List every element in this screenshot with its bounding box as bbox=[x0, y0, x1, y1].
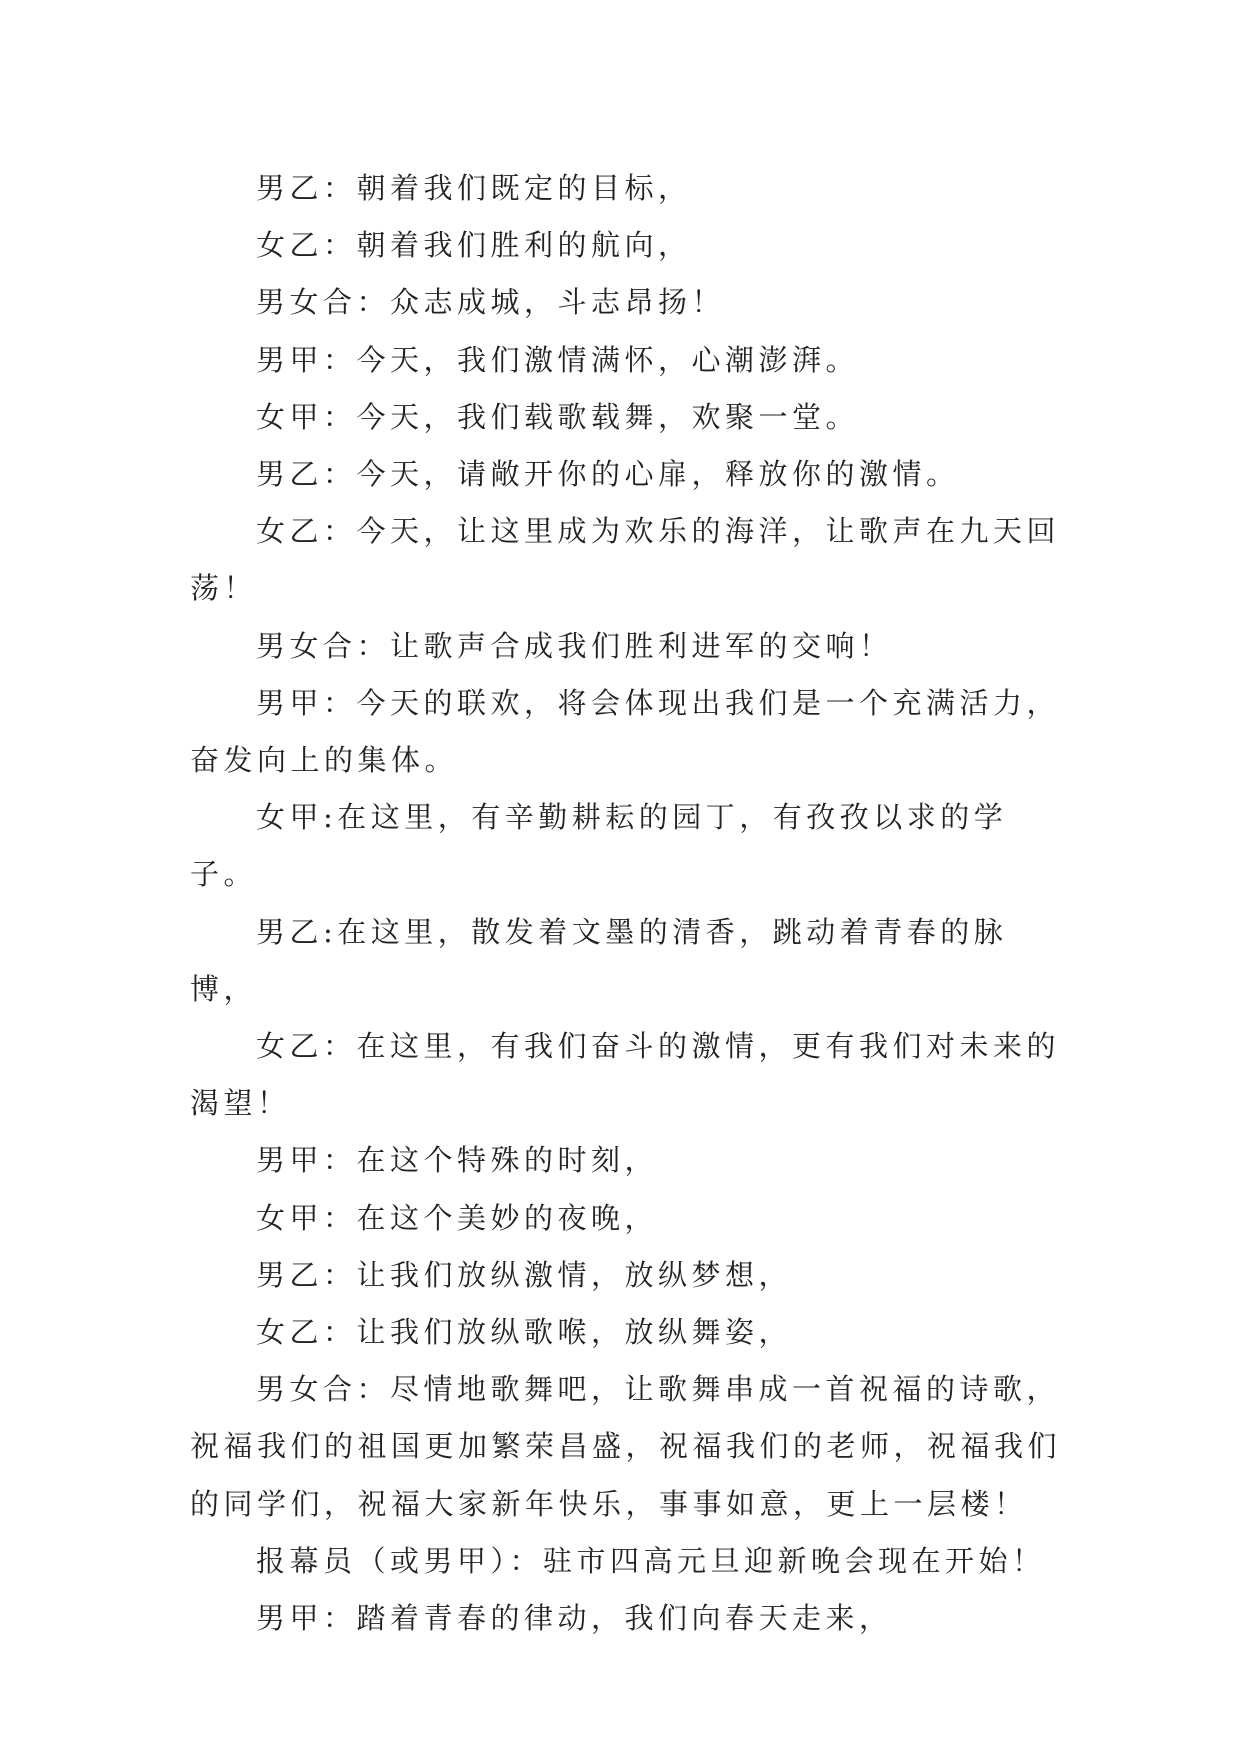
dialogue-paragraph: 男女合：尽情地歌舞吧，让歌舞串成一首祝福的诗歌，祝福我们的祖国更加繁荣昌盛，祝福我们的老师，祝福我们的同学们，祝福大家新年快乐，事事如意，更上一层楼！ bbox=[190, 1372, 1062, 1521]
dialogue-paragraph: 报幕员（或男甲）：驻市四高元旦迎新晚会现在开始！ bbox=[256, 1543, 1046, 1578]
dialogue-paragraph: 女乙：今天，让这里成为欢乐的海洋，让歌声在九天回荡！ bbox=[190, 514, 1061, 606]
dialogue-paragraph: 男乙:在这里，散发着文墨的清香，跳动着青春的脉博， bbox=[190, 914, 1008, 1006]
dialogue-paragraph: 男乙：今天，请敞开你的心扉，释放你的激情。 bbox=[256, 457, 960, 492]
dialogue-paragraph: 男女合：让歌声合成我们胜利进军的交响！ bbox=[256, 628, 893, 663]
dialogue-paragraph: 男甲：在这个特殊的时刻， bbox=[256, 1143, 659, 1178]
dialogue-paragraph: 女甲：今天，我们载歌载舞，欢聚一堂。 bbox=[256, 399, 860, 434]
dialogue-paragraph: 男乙：朝着我们既定的目标， bbox=[256, 171, 692, 205]
script-text bbox=[190, 160, 1070, 1647]
dialogue-paragraph: 男甲：今天，我们激情满怀，心潮澎湃。 bbox=[256, 342, 860, 377]
dialogue-paragraph: 男乙：让我们放纵激情，放纵梦想， bbox=[256, 1257, 793, 1292]
dialogue-paragraph: 女乙：朝着我们胜利的航向， bbox=[256, 228, 692, 263]
dialogue-paragraph: 女乙：在这里，有我们奋斗的激情，更有我们对未来的渴望！ bbox=[190, 1029, 1061, 1121]
dialogue-paragraph: 女乙：让我们放纵歌喉，放纵舞姿， bbox=[256, 1315, 793, 1350]
dialogue-paragraph: 男甲：今天的联欢，将会体现出我们是一个充满活力，奋发向上的集体。 bbox=[190, 685, 1061, 778]
dialogue-paragraph: 男甲：踏着青春的律动，我们向春天走来， bbox=[256, 1601, 893, 1636]
dialogue-paragraph: 男女合：众志成城，斗志昂扬！ bbox=[256, 285, 726, 320]
dialogue-paragraph: 女甲:在这里，有辛勤耕耘的园丁，有孜孜以求的学子。 bbox=[190, 800, 1008, 892]
dialogue-paragraph: 女甲：在这个美妙的夜晚， bbox=[256, 1200, 659, 1235]
